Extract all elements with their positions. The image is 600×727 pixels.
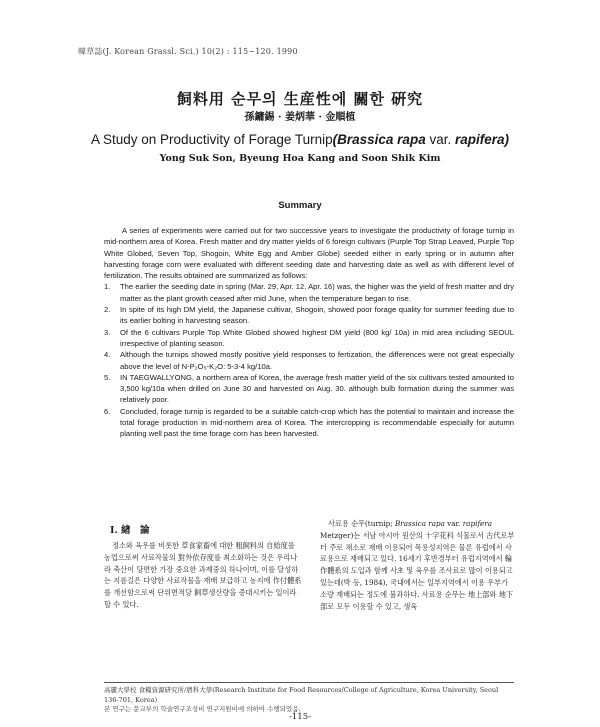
finding-text: IN TAEGWALLYONG, a northern area of Korea, the average fresh matter yield of the six cultivars tested amounted to 3,500 kg/10a when drilled on June 30 and harvested on Aug. 30. although bulb formation during the summer was relatively poor. [120, 372, 514, 405]
footnote-affiliation: 高麗大學校 食糧資源硏究所/農科大學(Research Institute for Food Resources/College of Agriculture, Korea University, Seoul 136-701, Korea) [104, 686, 499, 704]
finding-number: 5. [104, 372, 111, 382]
intro-left-paragraph: 정소와 육우를 비롯한 草食家畜에 대한 粗飼料의 自給度를 농업으로써 사료작물의 對外依存度를 최소화하는 것은 우리나라 축산이 당면한 가장 중요한 과제중의 하나이며, 이를 달성하는 지름길은 다양한 사료작물을 재배 보급하고 농지에 作付體系를 개선함으로써 단위면적당 飼草생산량을 증대시키는 일이라 할 수 있다. [104, 541, 302, 609]
intro-right-rest: Metzger)는 서남 아시아 원산의 十字花科 식물로서 古代로부터 주로 채소로 재배 이용되어 목용성지역은 물론 유럽에서 사료용으로 재배되고 있다. 16세기 후반경부터 유럽지역에서 輪作體系의 도입과 함께 사초 및 육우를 조사료로 많이 이용되고 있는데(박 등, 1984), 국내에서는 일부지역에서 이용 우부가 소량 재배되는 정도에 불과하다. 사료용 순무는 地上部와 地下部로 모두 이용할 수 있고, 생육 [320, 530, 515, 611]
summary-body [104, 225, 514, 440]
intro-left-column [104, 540, 304, 611]
korean-authors: 孫鏞錫 · 姜炳華 · 金順植 [244, 112, 356, 123]
finding-item [104, 304, 514, 327]
english-title-species: (Brassica rapa [332, 132, 426, 147]
intro-right-paragraph [320, 518, 515, 612]
footnote-divider [104, 682, 514, 683]
intro-right-lead: 사료용 순무(turnip; [328, 519, 395, 528]
english-title [0, 132, 600, 147]
finding-item [104, 281, 514, 304]
page-number: -115- [289, 712, 311, 722]
summary-intro: A series of experiments were carried out for two successive years to investigate the productivity of forage turnip in mid-northern area of Korea. Fresh matter and dry matter yields of 6 foreign cultivars (Purple Top Strap Leaved, Purple Top White Globed, Seven Top, Shogoin, White Egg and Amber Globe) seeded either in early spring or in autumn after harvesting forage corn were evaluated with different seeding date and harvesting date as well as with different level of fertilization. The results obtained are summarized as follows: [104, 226, 514, 281]
finding-text: Although the turnips showed mostly positive yield responses to fertization, the differences were not great especially above the level of N-P₂O₅-K₂O: 5-3-4 kg/10a. [120, 350, 514, 371]
finding-number: 4. [104, 350, 111, 360]
section-heading-introduction: I. 緖 論 [110, 525, 150, 536]
findings-list [104, 281, 514, 439]
finding-number: 2. [104, 305, 111, 315]
finding-text: The earlier the seeding date in spring (Mar. 29, Apr. 12, Apr. 16) was, the higher was the yield of fresh matter and dry matter as the plant growth ceased after mid June, when the temperature began to rise. [120, 282, 514, 303]
finding-text: Concluded, forage turnip is regarded to be a suitable catch-crop which has the potential to maintain and increase the total forage production in mid-northern area of Korea. The intercropping is recommendable especially for autumn planting well past the time forage corn has been harvested. [120, 406, 514, 439]
finding-text: In spite of its high DM yield, the Japanese cultivar, Shogoin, showed poor forage quality for summer feeding due to its earlier bolting in harvesting season. [120, 305, 514, 326]
intro-right-column [320, 518, 515, 612]
footnote-funding: 본 연구는 문교부의 학술연구조성비 연구지원비에 의하여 수행되었음. [104, 705, 301, 713]
english-title-prefix: A Study on Productivity of Forage Turnip [91, 132, 333, 147]
finding-text: Of the 6 cultivars Purple Top White Globed showed highest DM yield (800 kg/ 10a) in mid area including SEOUL irrespective of planting season. [120, 327, 514, 348]
finding-number: 1. [104, 282, 111, 292]
intro-right-var: var. [444, 519, 463, 528]
finding-number: 6. [104, 406, 111, 416]
english-title-var: var. [425, 132, 455, 147]
intro-right-species: Brassica rapa [395, 519, 445, 528]
finding-number: 3. [104, 327, 111, 337]
finding-item [104, 372, 514, 406]
footnotes [104, 686, 514, 715]
finding-item [104, 327, 514, 350]
english-authors: Yong Suk Son, Byeung Hoa Kang and Soon Shik Kim [159, 153, 441, 164]
summary-heading: Summary [278, 200, 322, 211]
journal-citation: 韓草誌(J. Korean Grassl. Sci.) 10(2) : 115~120. 1990 [78, 47, 298, 56]
english-title-variety: rapifera) [454, 132, 509, 147]
intro-right-variety: rapifera [462, 519, 493, 528]
korean-title: 飼料用 순무의 生産性에 關한 硏究 [176, 90, 424, 108]
finding-item [104, 349, 514, 372]
finding-item [104, 406, 514, 440]
